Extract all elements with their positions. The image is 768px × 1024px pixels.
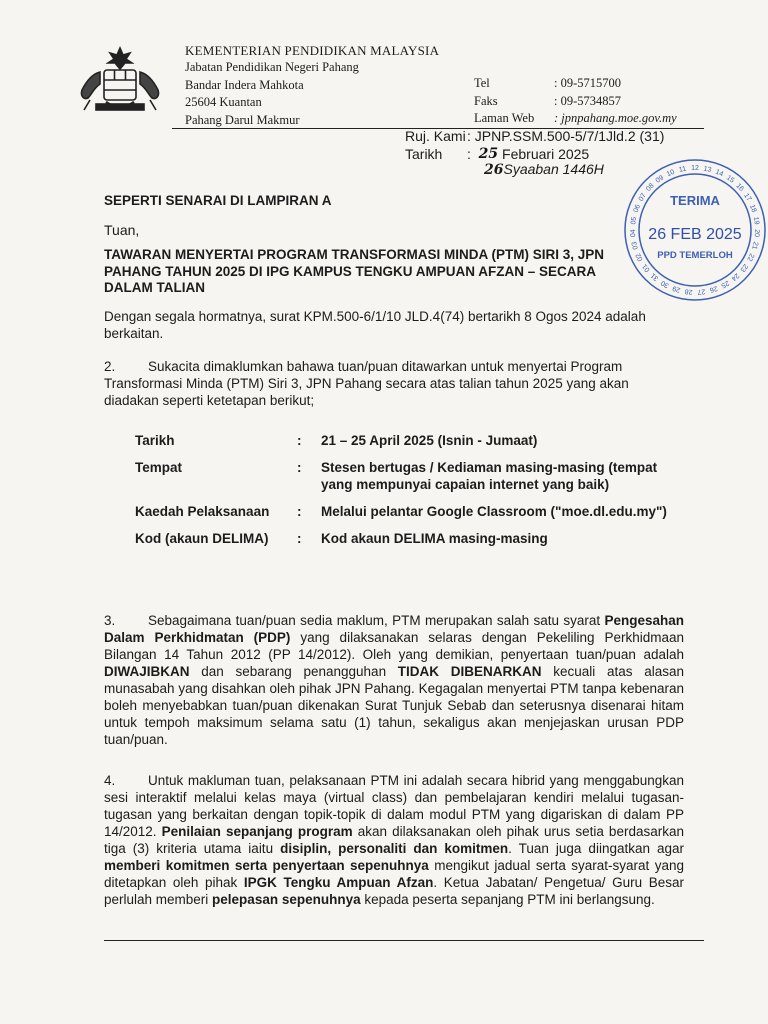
- stamp-ring-number: 31: [649, 271, 661, 282]
- paragraph-1: Dengan segala hormatnya, surat KPM.500-6/1/10 JLD.4(74) bertarikh 8 Ogos 2024 adalah berkaitan.: [104, 309, 646, 341]
- stamp-ring-number: 26: [708, 284, 719, 294]
- detail-colon: :: [297, 460, 302, 475]
- stamp-title: TERIMA: [670, 193, 720, 208]
- stamp-ring-number: 28: [684, 287, 693, 296]
- stamp-ring-number: 13: [702, 165, 712, 174]
- ruj-label: Ruj. Kami: [405, 128, 466, 144]
- address-line: Pahang Darul Makmur: [185, 112, 300, 127]
- footer-divider: [104, 940, 704, 941]
- stamp-ring-number: 19: [751, 216, 760, 226]
- stamp-office: PPD TEMERLOH: [657, 250, 733, 261]
- detail-label: Kaedah Pelaksanaan: [135, 504, 270, 519]
- received-stamp: [620, 155, 768, 305]
- stamp-ring-number: 14: [714, 168, 725, 179]
- detail-colon: :: [297, 433, 302, 448]
- date-colon: :: [467, 146, 471, 162]
- ministry-name: KEMENTERIAN PENDIDIKAN MALAYSIA: [185, 43, 440, 58]
- coat-of-arms-icon: [70, 44, 170, 116]
- paragraph-text: Untuk makluman tuan, pelaksanaan PTM ini adalah secara hibrid yang menggabungkan sesi interaktif melalui kelas maya (virtual class) dan pembelajaran kendiri melalui tugasan-tugasan yang berkaitan dengan topik-topik di dalam modul PTM yang digariskan di dalam PP 14/2012.: [104, 773, 684, 839]
- paragraph-text: kecuali atas alasan munasabah yang disahkan oleh pihak JPN Pahang. Kegagalan menyertai PTM tanpa kebenaran boleh menyebabkan tuan/puan dikenakan Surat Tunjuk Sebab dan seterusnya disenarai hitam untuk tempoh maksimum selama satu (1) tahun, sekaligus akan menjejaskan urusan PDP tuan/puan.: [104, 664, 684, 747]
- salutation: Tuan,: [104, 222, 140, 238]
- paragraph-text: dan sebarang penangguhan: [189, 664, 398, 679]
- paragraph-text: mengikut jadual serta syarat-syarat yang ditetapkan oleh pihak: [104, 858, 684, 890]
- web-label: Laman Web: [474, 111, 535, 125]
- paragraph-text: . Tuan juga diingatkan agar: [508, 841, 685, 856]
- paragraph-text: . Ketua Jabatan/ Pengetua/ Guru Besar perlulah memberi: [104, 875, 684, 907]
- paragraph-text: akan dilaksanakan oleh pihak urus setia berdasarkan tiga (3) kriteria utama iaitu: [104, 824, 684, 856]
- tel-label: Tel: [474, 76, 490, 90]
- paragraph-text: kepada peserta sepanjang PTM ini berlangsung.: [360, 892, 655, 907]
- stamp-ring-number: 29: [671, 284, 682, 294]
- paragraph-number: 4.: [104, 773, 116, 788]
- detail-label: Kod (akaun DELIMA): [135, 531, 269, 546]
- paragraph-bold: pelepasan sepenuhnya: [212, 892, 361, 907]
- stamp-ring-number: 23: [738, 262, 749, 273]
- addressee: SEPERTI SENARAI DI LAMPIRAN A: [104, 193, 332, 208]
- programme-details: [135, 432, 675, 557]
- stamp-date: 26 FEB 2025: [648, 226, 742, 243]
- stamp-ring-number: 15: [724, 174, 736, 185]
- detail-colon: :: [297, 531, 302, 546]
- stamp-ring-number: 11: [678, 165, 687, 174]
- detail-row: [135, 530, 675, 547]
- hijri-day-handwritten: 26: [484, 162, 504, 178]
- address-line: 25604 Kuantan: [185, 95, 262, 109]
- paragraph-bold: disiplin, personaliti dan komitmen: [280, 841, 509, 856]
- hijri-value: Syaaban 1446H: [503, 161, 604, 177]
- detail-value: Melalui pelantar Google Classroom ("moe.dl.edu.my"): [321, 504, 667, 519]
- ministry-header: [185, 43, 439, 129]
- stamp-ring-number: 21: [750, 240, 759, 251]
- hijri-date: [484, 161, 604, 178]
- detail-colon: :: [297, 504, 302, 519]
- stamp-ring-number: 05: [630, 216, 639, 226]
- stamp-ring-number: 16: [734, 182, 745, 193]
- tel-value: : 09-5715700: [554, 76, 622, 90]
- detail-value: 21 – 25 April 2025 (Isnin - Jumaat): [321, 433, 538, 448]
- paragraph-bold: DIWAJIBKAN: [104, 664, 190, 679]
- detail-label: Tempat: [135, 460, 183, 475]
- stamp-ring-number: 18: [748, 203, 758, 214]
- stamp-ring-number: 12: [691, 165, 699, 172]
- stamp-ring-number: 07: [637, 192, 648, 203]
- date-day-handwritten: 25: [478, 146, 499, 162]
- paragraph-bold: memberi komitmen serta penyertaan sepenuhnya: [104, 858, 429, 873]
- paragraph-3: [104, 612, 684, 748]
- stamp-ring-number: 06: [632, 203, 642, 214]
- paragraph-text: yang dilaksanakan selaras dengan Pekeliling Perkhidmaan Bilangan 14 Tahun 2012 (PP 14/2012). Oleh yang demikian, penyertaan tuan/puan adalah: [104, 630, 684, 662]
- date-value: Februari 2025: [502, 146, 590, 162]
- paragraph-bold: Pengesahan Dalam Perkhidmatan (PDP): [104, 613, 684, 645]
- contact-block: [474, 75, 677, 128]
- stamp-ring-number: 17: [742, 192, 753, 203]
- detail-value: Stesen bertugas / Kediaman masing-masing (tempat yang mempunyai capaian internet yang baik): [321, 460, 658, 492]
- detail-row: [135, 503, 675, 520]
- stamp-ring-number: 02: [634, 251, 645, 263]
- fax-label: Faks: [474, 93, 498, 108]
- paragraph-4: [104, 772, 684, 908]
- date-label: Tarikh: [405, 146, 443, 162]
- stamp-ring-number: 30: [660, 278, 671, 289]
- paragraph-bold: IPGK Tengku Ampuan Afzan: [243, 875, 434, 890]
- stamp-ring-number: 08: [645, 182, 656, 193]
- stamp-ring-number: 04: [629, 229, 638, 238]
- detail-row: [135, 459, 675, 493]
- subject-heading: TAWARAN MENYERTAI PROGRAM TRANSFORMASI MINDA (PTM) SIRI 3, JPN PAHANG TAHUN 2025 DI IPG KAMPUS TENGKU AMPUAN AFZAN – SECARA DALAM TALIAN: [104, 247, 605, 295]
- stamp-ring-number: 24: [729, 271, 741, 282]
- stamp-ring-number: 25: [719, 278, 730, 289]
- fax-value: : 09-5734857: [554, 93, 622, 108]
- stamp-ring-number: 09: [654, 174, 666, 185]
- paragraph-number: 3.: [104, 613, 116, 628]
- stamp-ring-number: 20: [752, 229, 761, 238]
- stamp-ring-number: 03: [631, 240, 640, 251]
- paragraph-number: 2.: [104, 359, 116, 374]
- address-line: Jabatan Pendidikan Negeri Pahang: [185, 60, 359, 74]
- web-value: : jpnpahang.moe.gov.my: [554, 111, 677, 125]
- stamp-ring-number: 01: [641, 262, 652, 273]
- stamp-ring-number: 22: [745, 251, 756, 263]
- detail-label: Tarikh: [135, 433, 175, 448]
- paragraph-bold: TIDAK DIBENARKAN: [397, 664, 542, 679]
- detail-value: Kod akaun DELIMA masing-masing: [321, 531, 548, 546]
- detail-row: [135, 432, 675, 449]
- paragraph-bold: Penilaian sepanjang program: [161, 824, 353, 839]
- paragraph-2: [104, 358, 684, 409]
- stamp-ring-number: 10: [665, 168, 676, 179]
- ruj-value: : JPNP.SSM.500-5/7/1Jld.2 (31): [467, 128, 665, 144]
- paragraph-2-text: Sukacita dimaklumkan bahawa tuan/puan ditawarkan untuk menyertai Program Transformasi Minda (PTM) Siri 3, JPN Pahang secara atas talian tahun 2025 yang akan diadakan seperti ketetapan berikut;: [104, 359, 629, 408]
- stamp-ring-number: 27: [697, 287, 706, 296]
- paragraph-text: Sebagaimana tuan/puan sedia maklum, PTM merupakan salah satu syarat: [148, 613, 605, 628]
- address-line: Bandar Indera Mahkota: [185, 77, 304, 92]
